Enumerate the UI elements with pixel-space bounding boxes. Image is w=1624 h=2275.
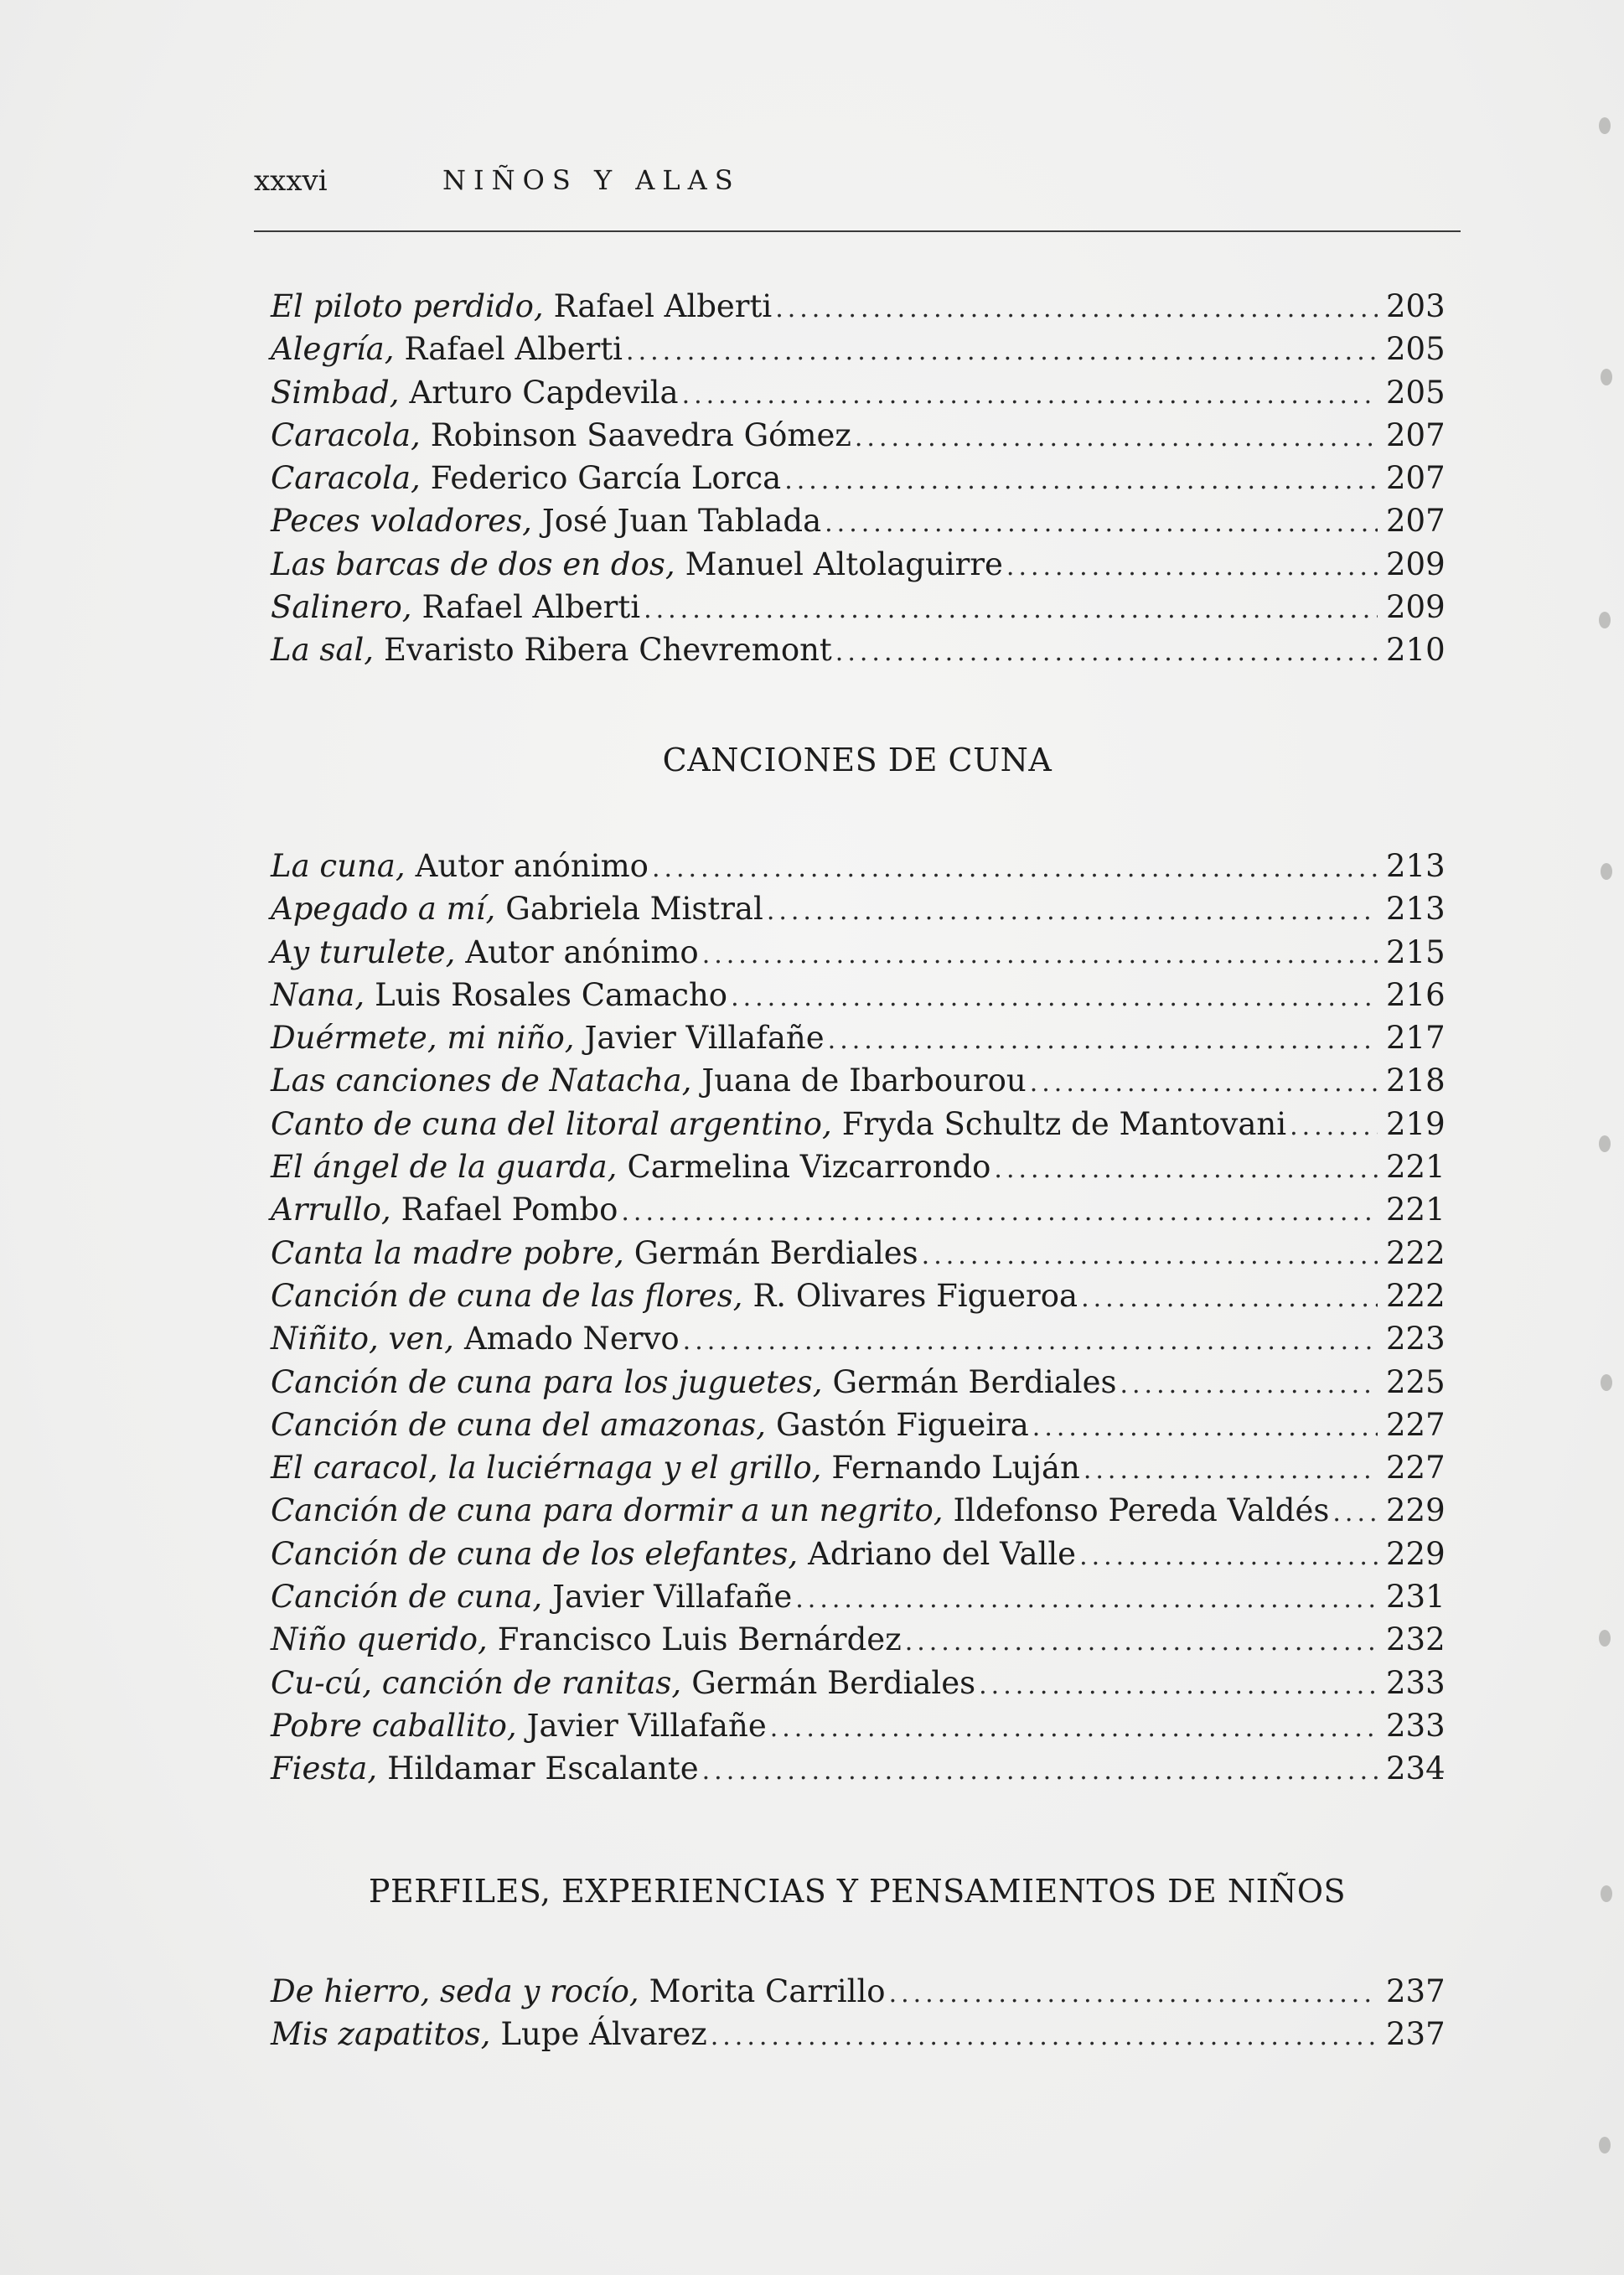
entry-page-number: 231	[1386, 1579, 1446, 1616]
entry-title: La cuna,	[271, 848, 406, 884]
entry-title: Ay turulete,	[271, 933, 456, 970]
toc-entry	[271, 1145, 1446, 1188]
running-title: NIÑOS Y ALAS	[442, 164, 741, 196]
toc-entry	[271, 1575, 1446, 1618]
entry-author: Morita Carrillo	[649, 1973, 886, 2009]
entry-author: Rafael Alberti	[553, 288, 773, 324]
dot-leader	[683, 1320, 1378, 1362]
entry-page-number: 210	[1386, 632, 1446, 669]
edge-speck	[1601, 1374, 1612, 1391]
entry-page-number: 216	[1386, 976, 1446, 1013]
entry-title: El ángel de la guarda,	[271, 1149, 618, 1186]
entry-title: Las barcas de dos en dos,	[271, 545, 675, 582]
dot-leader	[731, 976, 1378, 1019]
dot-leader	[621, 1191, 1378, 1233]
entry-author: R. Olivares Figueroa	[753, 1277, 1078, 1314]
toc-entry	[271, 1188, 1446, 1231]
entry-page-number: 213	[1386, 891, 1446, 928]
dot-leader	[770, 1707, 1378, 1750]
entry-title: Canción de cuna para dormir a un negrito,	[271, 1492, 944, 1529]
dot-leader	[855, 416, 1378, 459]
edge-speck	[1599, 1630, 1611, 1647]
dot-leader	[702, 1750, 1378, 1792]
toc-entry	[271, 1404, 1446, 1446]
entry-title: El piloto perdido,	[271, 288, 544, 324]
entry-page-number: 232	[1386, 1621, 1446, 1658]
entry-author: Robinson Saavedra Gómez	[430, 416, 851, 453]
entry-title: Cu-cú, canción de ranitas,	[271, 1664, 682, 1701]
dot-leader	[1120, 1363, 1378, 1406]
dot-leader	[644, 588, 1378, 631]
entry-author: Rafael Alberti	[422, 589, 641, 626]
entry-author: Gabriela Mistral	[505, 891, 763, 928]
entry-title: Canta la madre pobre,	[271, 1234, 624, 1271]
dot-leader	[1030, 1062, 1378, 1104]
running-header	[254, 164, 741, 198]
entry-title: Arrullo,	[271, 1192, 391, 1228]
entry-author: Rafael Alberti	[404, 331, 623, 368]
dot-leader	[682, 374, 1378, 416]
entry-page-number: 237	[1386, 2016, 1446, 2053]
toc-entry	[271, 457, 1446, 499]
entry-title: Duérmete, mi niño,	[271, 1020, 575, 1057]
toc-entry	[271, 887, 1446, 930]
entry-page-number: 218	[1386, 1063, 1446, 1099]
entry-author: Autor anónimo	[465, 933, 699, 970]
entry-author: Francisco Luis Bernárdez	[497, 1621, 902, 1658]
dot-leader	[835, 631, 1378, 674]
entry-page-number: 207	[1386, 416, 1446, 453]
toc-entry	[271, 499, 1446, 542]
toc-entry	[271, 414, 1446, 457]
entry-author: Evaristo Ribera Chevremont	[384, 632, 832, 669]
entry-title: Salinero,	[271, 589, 412, 626]
entry-title: El caracol, la luciérnaga y el grillo,	[271, 1450, 822, 1487]
toc-entry	[271, 1747, 1446, 1790]
dot-leader	[905, 1621, 1378, 1663]
entry-page-number: 227	[1386, 1450, 1446, 1487]
toc-entry	[271, 931, 1446, 974]
entry-author: José Juan Tablada	[541, 503, 822, 540]
entry-page-number: 223	[1386, 1321, 1446, 1357]
dot-leader	[994, 1148, 1378, 1191]
toc-entry	[271, 285, 1446, 328]
toc-entry	[271, 586, 1446, 628]
dot-leader	[784, 459, 1378, 502]
entry-author: Carmelina Vizcarrondo	[627, 1149, 991, 1186]
entry-author: Rafael Pombo	[401, 1192, 618, 1228]
toc-entry	[271, 1970, 1446, 2013]
entry-page-number: 205	[1386, 331, 1446, 368]
entry-page-number: 207	[1386, 460, 1446, 497]
dot-leader	[825, 502, 1378, 545]
section-heading-perfiles: PERFILES, EXPERIENCIAS Y PENSAMIENTOS DE NIÑOS	[368, 1873, 1347, 1910]
toc-entry	[271, 1704, 1446, 1747]
toc-entry	[271, 1103, 1446, 1145]
toc-entry	[271, 1618, 1446, 1661]
entry-title: Nana,	[271, 976, 365, 1013]
edge-speck	[1599, 117, 1611, 134]
entry-author: Javier Villafañe	[526, 1707, 767, 1744]
dot-leader	[1332, 1492, 1378, 1534]
entry-title: Peces voladores,	[271, 503, 532, 540]
entry-title: Canción de cuna de las flores,	[271, 1277, 743, 1314]
entry-page-number: 207	[1386, 503, 1446, 540]
entry-title: Caracola,	[271, 460, 421, 497]
dot-leader	[1084, 1449, 1378, 1492]
entry-author: Ildefonso Pereda Valdés	[953, 1492, 1330, 1529]
entry-page-number: 233	[1386, 1707, 1446, 1744]
toc-section-continued	[271, 285, 1446, 672]
entry-title: Las canciones de Natacha,	[271, 1063, 692, 1099]
dot-leader	[1079, 1535, 1378, 1578]
edge-speck	[1601, 369, 1612, 385]
entry-title: De hierro, seda y rocío,	[271, 1973, 639, 2009]
entry-page-number: 229	[1386, 1492, 1446, 1529]
entry-page-number: 213	[1386, 848, 1446, 884]
toc-entry	[271, 1361, 1446, 1404]
edge-speck	[1601, 863, 1612, 880]
entry-title: La sal,	[271, 632, 375, 669]
header-rule	[254, 230, 1461, 232]
entry-title: Canción de cuna,	[271, 1579, 543, 1616]
entry-page-number: 221	[1386, 1192, 1446, 1228]
toc-section-canciones-de-cuna	[271, 845, 1446, 1791]
entry-page-number: 219	[1386, 1105, 1446, 1142]
entry-author: Autor anónimo	[415, 848, 649, 884]
entry-page-number: 234	[1386, 1750, 1446, 1787]
dot-leader	[1006, 545, 1378, 588]
dot-leader	[828, 1019, 1378, 1062]
entry-author: Germán Berdiales	[832, 1363, 1117, 1400]
entry-title: Canción de cuna del amazonas,	[271, 1406, 766, 1443]
edge-speck	[1599, 1135, 1611, 1152]
entry-page-number: 227	[1386, 1406, 1446, 1443]
toc-entry	[271, 371, 1446, 414]
dot-leader	[626, 330, 1378, 373]
entry-author: Arturo Capdevila	[409, 374, 679, 411]
dot-leader	[889, 1973, 1378, 2015]
dot-leader	[702, 933, 1378, 976]
entry-title: Pobre caballito,	[271, 1707, 517, 1744]
entry-author: Fernando Luján	[831, 1450, 1080, 1487]
entry-author: Luis Rosales Camacho	[375, 976, 728, 1013]
dot-leader	[1081, 1277, 1378, 1320]
entry-title: Niño querido,	[271, 1621, 488, 1658]
toc-entry	[271, 974, 1446, 1016]
entry-page-number: 205	[1386, 374, 1446, 411]
entry-page-number: 217	[1386, 1020, 1446, 1057]
toc-entry	[271, 1446, 1446, 1489]
toc-entry	[271, 1662, 1446, 1704]
dot-leader	[767, 890, 1378, 933]
toc-entry	[271, 1489, 1446, 1532]
entry-author: Gastón Figueira	[775, 1406, 1029, 1443]
toc-entry	[271, 1275, 1446, 1317]
dot-leader	[775, 287, 1378, 330]
entry-title: Niñito, ven,	[271, 1321, 454, 1357]
entry-author: Javier Villafañe	[552, 1579, 793, 1616]
dot-leader	[922, 1234, 1378, 1277]
entry-author: Juana de Ibarbourou	[701, 1063, 1027, 1099]
edge-speck	[1599, 612, 1611, 628]
entry-page-number: 203	[1386, 288, 1446, 324]
entry-page-number: 222	[1386, 1234, 1446, 1271]
entry-author: Lupe Álvarez	[500, 2016, 707, 2053]
entry-page-number: 209	[1386, 589, 1446, 626]
toc-entry	[271, 1232, 1446, 1275]
toc-entry	[271, 328, 1446, 370]
toc-entry	[271, 845, 1446, 887]
entry-title: Caracola,	[271, 416, 421, 453]
entry-author: Javier Villafañe	[584, 1020, 825, 1057]
dot-leader	[652, 847, 1378, 890]
entry-page-number: 209	[1386, 545, 1446, 582]
entry-page-number: 237	[1386, 1973, 1446, 2009]
toc-section-perfiles	[271, 1970, 1446, 2056]
dot-leader	[795, 1578, 1378, 1621]
toc-entry	[271, 2013, 1446, 2055]
entry-page-number: 225	[1386, 1363, 1446, 1400]
toc-entry	[271, 543, 1446, 586]
entry-title: Canto de cuna del litoral argentino,	[271, 1105, 832, 1142]
entry-author: Fryda Schultz de Mantovani	[841, 1105, 1287, 1142]
toc-entry	[271, 628, 1446, 671]
toc-entry	[271, 1317, 1446, 1360]
entry-title: Alegría,	[271, 331, 395, 368]
entry-title: Simbad,	[271, 374, 400, 411]
entry-title: Apegado a mí,	[271, 891, 496, 928]
entry-author: Manuel Altolaguirre	[685, 545, 1003, 582]
entry-author: Federico García Lorca	[430, 460, 782, 497]
dot-leader	[979, 1664, 1378, 1707]
entry-author: Amado Nervo	[463, 1321, 680, 1357]
entry-title: Canción de cuna para los juguetes,	[271, 1363, 823, 1400]
entry-page-number: 215	[1386, 933, 1446, 970]
entry-author: Hildamar Escalante	[387, 1750, 699, 1787]
section-heading-canciones-de-cuna: CANCIONES DE CUNA	[662, 742, 1052, 778]
entry-title: Fiesta,	[271, 1750, 378, 1787]
entry-title: Canción de cuna de los elefantes,	[271, 1535, 799, 1572]
entry-author: Germán Berdiales	[634, 1234, 918, 1271]
entry-page-number: 233	[1386, 1664, 1446, 1701]
entry-author: Germán Berdiales	[691, 1664, 976, 1701]
edge-speck	[1601, 1885, 1612, 1902]
page-number: xxxvi	[254, 164, 328, 198]
entry-page-number: 229	[1386, 1535, 1446, 1572]
toc-entry	[271, 1059, 1446, 1102]
entry-title: Mis zapatitos,	[271, 2016, 491, 2053]
edge-speck	[1599, 2137, 1611, 2153]
toc-entry	[271, 1533, 1446, 1575]
toc-entry	[271, 1016, 1446, 1059]
dot-leader	[1290, 1105, 1378, 1148]
dot-leader	[711, 2015, 1378, 2058]
dot-leader	[1032, 1406, 1378, 1449]
entry-page-number: 221	[1386, 1149, 1446, 1186]
entry-author: Adriano del Valle	[808, 1535, 1077, 1572]
entry-page-number: 222	[1386, 1277, 1446, 1314]
